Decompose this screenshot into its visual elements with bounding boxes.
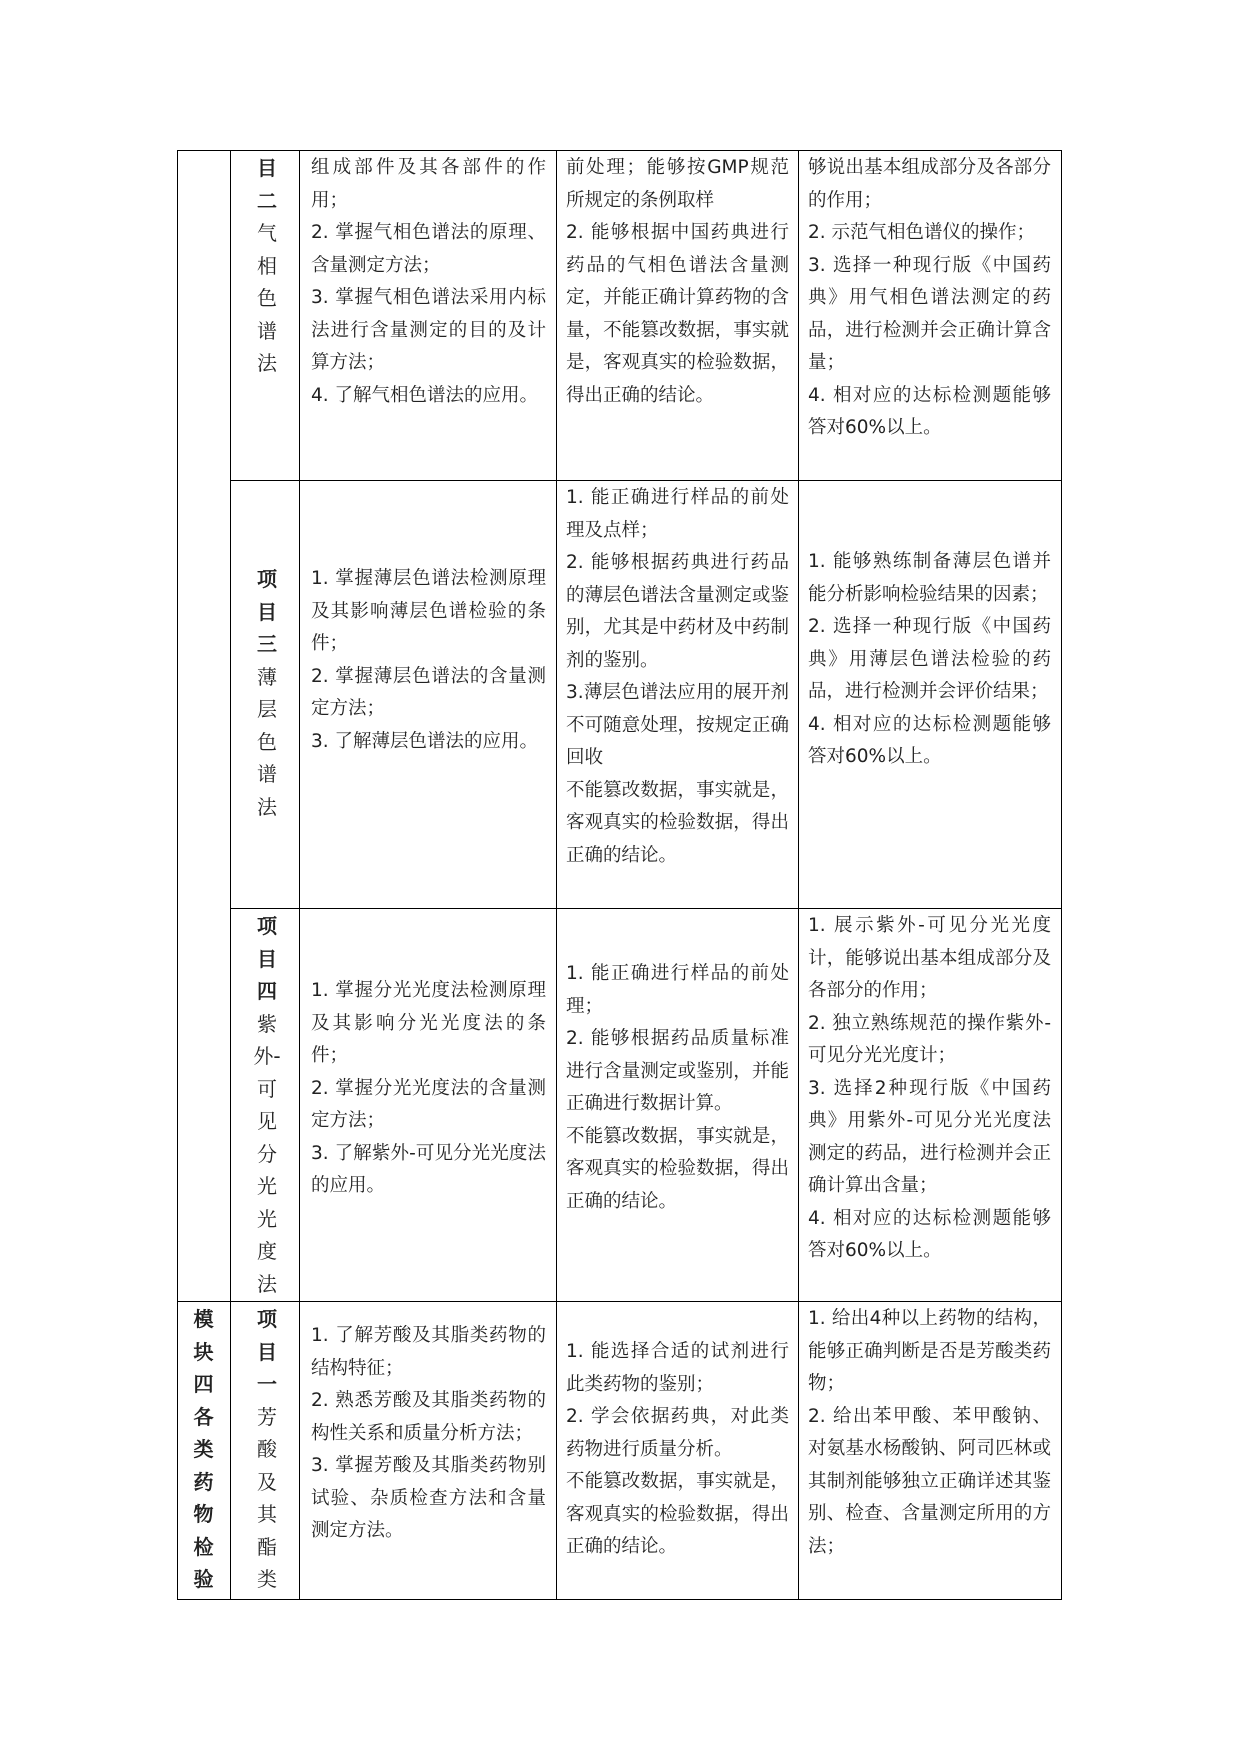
table-border-right: [1061, 150, 1062, 1600]
row-divider-1: [230, 480, 1062, 481]
project-name-gc: 目 二 气 相 色 谱 法: [257, 156, 277, 375]
knowledge-cell-tlc: 1. 掌握薄层色谱法检测原理及其影响薄层色谱检验的条件； 2. 掌握薄层色谱法的含量测定方法； 3. 了解薄层色谱法的应用。: [311, 568, 546, 752]
table-border-top: [177, 150, 1062, 151]
knowledge-cell-gc: 组成部件及其各部件的作用； 2. 掌握气相色谱法的原理、含量测定方法； 3. 掌握气相色谱法采用内标法进行含量测定的目的及计算方法； 4. 了解气相色谱法的应用。: [311, 157, 546, 406]
assessment-cell-aromatic-acids: 1. 给出4种以上药物的结构，能够正确判断是否是芳酸类药物； 2. 给出苯甲酸、苯甲酸钠、对氨基水杨酸钠、阿司匹林或其制剂能够独立正确详述其鉴别、检查、含量测定所用的方法；: [808, 1308, 1051, 1557]
assessment-cell-uv-vis: 1. 展示紫外-可见分光光度计，能够说出基本组成部分及各部分的作用； 2. 独立熟练规范的操作紫外-可见分光光度计； 3. 选择2种现行版《中国药典》用紫外-可见分光光度法测定的药品，进行检测并会正确计算出含量； 4. 相对应的达标检测题能够答对60%以上。: [808, 915, 1051, 1261]
skills-cell-uv-vis: 1. 能正确进行样品的前处理； 2. 能够根据药品质量标准进行含量测定或鉴别，并能正确进行数据计算。 不能篡改数据，事实就是，客观真实的检验数据，得出正确的结论。: [566, 963, 789, 1212]
assessment-cell-gc: 够说出基本组成部分及各部分的作用； 2. 示范气相色谱仪的操作； 3. 选择一种现行版《中国药典》用气相色谱法测定的药品，进行检测并会正确计算含量； 4. 相对应的达标检测题能够答对60%以上。: [808, 157, 1051, 438]
assessment-cell-tlc: 1. 能够熟练制备薄层色谱并能分析影响检验结果的因素； 2. 选择一种现行版《中国药典》用薄层色谱法检验的药品，进行检测并会评价结果； 4. 相对应的达标检测题能够答对60%以上。: [808, 551, 1051, 767]
table-border-bottom: [177, 1599, 1062, 1600]
column-divider-module: [230, 150, 231, 1600]
skills-cell-tlc: 1. 能正确进行样品的前处理及点样； 2. 能够根据药典进行药品的薄层色谱法含量测定或鉴别，尤其是中药材及中药制剂的鉴别。 3.薄层色谱法应用的展开剂不可随意处理，按规定正确回收 不能篡改数据，事实就是，客观真实的检验数据，得出正确的结论。: [566, 487, 789, 866]
knowledge-cell-aromatic-acids: 1. 了解芳酸及其脂类药物的结构特征； 2. 熟悉芳酸及其脂类药物的构性关系和质量分析方法； 3. 掌握芳酸及其脂类药物别试验、杂质检查方法和含量测定方法。: [311, 1325, 546, 1541]
row-divider-2: [230, 908, 1062, 909]
skills-cell-gc: 前处理；能够按GMP规范所规定的条例取样 2. 能够根据中国药典进行药品的气相色谱法含量测定，并能正确计算药物的含量，不能篡改数据，事实就是，客观真实的检验数据，得出正确的结论。: [566, 157, 789, 406]
column-divider-knowledge: [556, 150, 557, 1600]
row-divider-3: [177, 1301, 1062, 1302]
column-divider-project: [299, 150, 300, 1600]
column-divider-skills: [798, 150, 799, 1600]
skills-cell-aromatic-acids: 1. 能选择合适的试剂进行此类药物的鉴别； 2. 学会依据药典，对此类药物进行质量分析。 不能篡改数据，事实就是，客观真实的检验数据，得出正确的结论。: [566, 1341, 789, 1557]
module-name-drug-testing: 模 块 四 各 类 药 物 检 验: [193, 1307, 214, 1591]
knowledge-cell-uv-vis: 1. 掌握分光光度法检测原理及其影响分光光度法的条件； 2. 掌握分光光度法的含量测定方法； 3. 了解紫外-可见分光光度法的应用。: [311, 980, 546, 1196]
project-name-tlc: 项 目 三 薄 层 色 谱 法: [257, 567, 277, 819]
project-name-aromatic-acids: 项 目 一 芳 酸 及 其 酯 类: [257, 1307, 277, 1591]
project-name-uv-vis: 项 目 四 紫 外- 可 见 分 光 光 度 法: [253, 914, 281, 1296]
